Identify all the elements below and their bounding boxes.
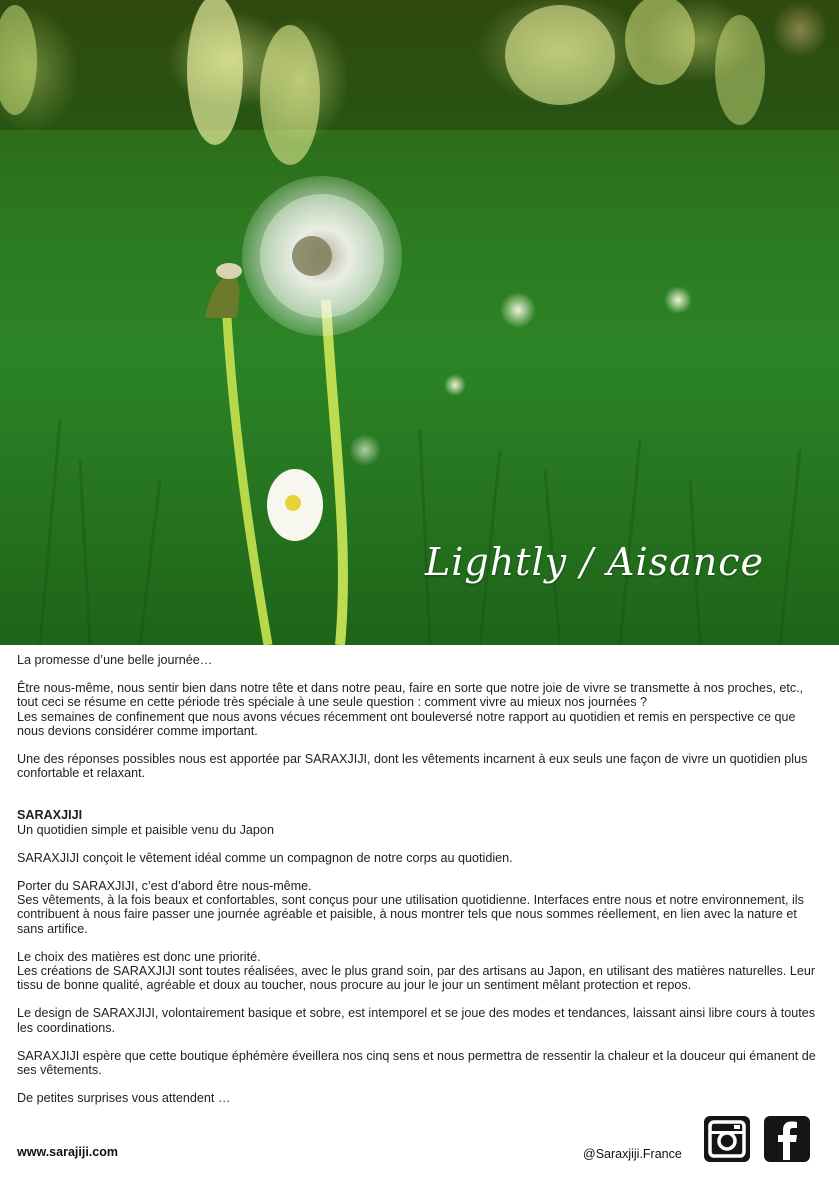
brand-paragraph-2a: Porter du SARAXJIJI, c’est d’abord être nous-même.: [17, 879, 312, 894]
brand-paragraph-3b: Les créations de SARAXJIJI sont toutes réalisées, avec le plus grand soin, par des artisans au Japon, en utilisant des matières naturelles. Leur tissu de bonne qualité, agréable et doux au toucher, nous procure au jour le jour un sentiment mêlant protection et repos.: [17, 964, 816, 993]
website-link[interactable]: www.sarajiji.com: [17, 1145, 118, 1159]
intro-paragraph-3: Une des réponses possibles nous est apportée par SARAXJIJI, dont les vêtements incarnent à eux seuls une façon de vivre un quotidien plus confortable et relaxant.: [17, 752, 808, 781]
brand-name: SARAXJIJI: [17, 808, 83, 823]
brand-paragraph-6: De petites surprises vous attendent …: [17, 1091, 231, 1106]
social-handle: @Saraxjiji.France: [583, 1147, 682, 1161]
brand-paragraph-5: SARAXJIJI espère que cette boutique éphémère éveillera nos cinq sens et nous permettra de ressentir la chaleur et la douceur qui émanent de ses vêtements.: [17, 1048, 816, 1078]
intro-paragraph-2: Les semaines de confinement que nous avons vécues récemment ont bouleversé notre rapport au quotidien et remis en perspective ce que nous devions considérer comme important.: [17, 709, 796, 738]
brand-paragraph-1: SARAXJIJI conçoit le vêtement idéal comme un compagnon de notre corps au quotidien.: [17, 850, 513, 865]
hero-title: Lightly / Aisance: [425, 540, 765, 584]
dandelion-puff: [242, 176, 402, 336]
intro-heading: La promesse d’une belle journée…: [17, 653, 213, 667]
facebook-icon[interactable]: [764, 1116, 810, 1162]
brand-tagline: Un quotidien simple et paisible venu du Japon: [17, 822, 274, 837]
instagram-icon[interactable]: [704, 1116, 750, 1162]
brand-paragraph-2b: Ses vêtements, à la fois beaux et confortables, sont conçus pour une utilisation quotidienne. Interfaces entre nous et notre environnement, ils contribuent à nous faire passer une journée agréable et paisible, à nous montrer tels que nous sommes réellement, en lien avec la nature et sans artifice.: [17, 893, 804, 936]
intro-paragraph-1: Être nous-même, nous sentir bien dans notre tête et dans notre peau, faire en sorte que notre joie de vivre se transmette à nos proches, etc., tout ceci se résume en cette période très spéciale à une seule question : comment vivre au mieux nos journées ?: [17, 681, 804, 710]
brand-paragraph-3a: Le choix des matières est donc une priorité.: [17, 949, 261, 964]
dandelion-bud: [205, 263, 242, 318]
article-body: [17, 653, 825, 1119]
daisy-flower: [267, 469, 323, 541]
brand-paragraph-4: Le design de SARAXJIJI, volontairement basique et sobre, est intemporel et se joue des modes et tendances, laissant ainsi libre cours à toutes les coordinations.: [17, 1006, 816, 1035]
